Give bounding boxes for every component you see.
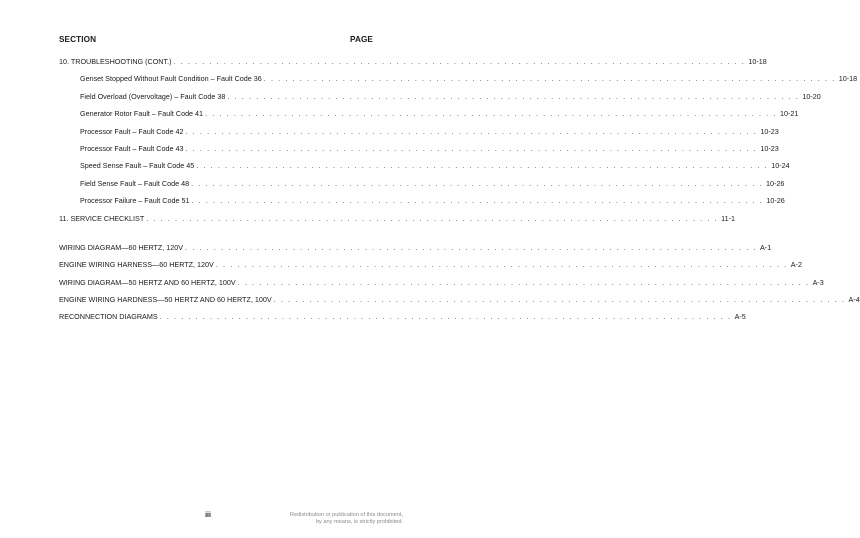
page-number: iii (205, 512, 211, 519)
toc-entry-title: WIRING DIAGRAM—50 HERTZ AND 60 HERTZ, 100V (59, 277, 236, 287)
toc-entry-page: A-2 (790, 260, 802, 270)
notice-line-2: by any means, is strictly prohibited. (315, 519, 403, 525)
toc-entry-page: 10-24 (771, 161, 790, 171)
dot-leader: . . . . . . . . . . . . . . . . . . . . . . . . . . . . . . . . . . . . . . . . . . . . . . . . . . . . . . . . . . . . . . . . . . . . . . . . . . . . . . . . (237, 277, 810, 287)
notice-line-1: Redistribution or publication of this document, (289, 512, 403, 518)
toc-entry[interactable] (59, 108, 799, 119)
toc-entry[interactable] (59, 213, 735, 224)
dot-leader: . . . . . . . . . . . . . . . . . . . . . . . . . . . . . . . . . . . . . . . . . . . . . . . . . . . . . . . . . . . . . . . . . . . . . . . . . . . . . . . . (263, 74, 836, 84)
toc-entry-page: 11-1 (721, 213, 735, 223)
toc-entry[interactable] (59, 143, 779, 154)
toc-entry-title: RECONNECTION DIAGRAMS (59, 312, 158, 322)
toc-entry-title: 11. SERVICE CHECKLIST (59, 213, 145, 223)
toc-entry-title: 10. TROUBLESHOOTING (CONT.) (59, 57, 172, 66)
copyright-notice (290, 512, 403, 526)
toc-entry-title: Genset Stopped Without Fault Condition – Fault Code 36 (80, 74, 262, 84)
dot-leader: . . . . . . . . . . . . . . . . . . . . . . . . . . . . . . . . . . . . . . . . . . . . . . . . . . . . . . . . . . . . . . . . . . . . . . . . . . . . . . . . (191, 178, 763, 188)
dot-leader: . . . . . . . . . . . . . . . . . . . . . . . . . . . . . . . . . . . . . . . . . . . . . . . . . . . . . . . . . . . . . . . . . . . . . . . . . . . . . . . . (185, 242, 757, 252)
toc-entry-title: ENGINE WIRING HARDNESS—50 HERTZ AND 60 HERTZ, 100V (59, 295, 272, 305)
page-column-header: PAGE (350, 35, 373, 44)
toc-entry-page: 10-20 (802, 91, 821, 101)
toc-entry[interactable] (59, 277, 824, 288)
group-spacer (59, 230, 363, 242)
toc-entry-page: 10-23 (760, 143, 779, 153)
toc-entry-page: A-5 (734, 312, 746, 322)
toc-entry-page: 10-26 (766, 178, 785, 188)
toc-entry[interactable] (59, 259, 802, 270)
toc-entry[interactable] (59, 126, 779, 137)
toc-entry-title: Generator Rotor Fault – Fault Code 41 (80, 109, 204, 119)
toc-entry-page: 10-21 (779, 109, 799, 119)
dot-leader: . . . . . . . . . . . . . . . . . . . . . . . . . . . . . . . . . . . . . . . . . . . . . . . . . . . . . . . . . . . . . . . . . . . . . . . . . . . . . . . . (173, 57, 746, 66)
toc-entry-title: Speed Sense Fault – Fault Code 45 (80, 161, 195, 171)
toc-entry-page: A-1 (760, 242, 772, 252)
toc-entry-title: Processor Fault – Fault Code 42 (80, 126, 184, 136)
dot-leader: . . . . . . . . . . . . . . . . . . . . . . . . . . . . . . . . . . . . . . . . . . . . . . . . . . . . . . . . . . . . . . . . . . . . . . . . . . . . . . . . (227, 91, 800, 101)
dot-leader: . . . . . . . . . . . . . . . . . . . . . . . . . . . . . . . . . . . . . . . . . . . . . . . . . . . . . . . . . . . . . . . . . . . . . . . . . . . . . . . . (273, 295, 846, 305)
toc-entry-title: Field Sense Fault – Fault Code 48 (80, 178, 190, 188)
toc-entry-title: WIRING DIAGRAM—60 HERTZ, 120V (59, 242, 184, 252)
toc-entry-title: Field Overload (Overvoltage) – Fault Code 38 (80, 91, 226, 101)
toc-entry[interactable] (59, 311, 746, 322)
toc-group-troubleshooting (59, 56, 858, 224)
dot-leader: . . . . . . . . . . . . . . . . . . . . . . . . . . . . . . . . . . . . . . . . . . . . . . . . . . . . . . . . . . . . . . . . . . . . . . . . . . . . . . . . (191, 196, 764, 206)
dot-leader: . . . . . . . . . . . . . . . . . . . . . . . . . . . . . . . . . . . . . . . . . . . . . . . . . . . . . . . . . . . . . . . . . . . . . . . . . . . . . . . . (185, 126, 758, 136)
toc-entry[interactable] (59, 160, 790, 171)
toc-entry[interactable] (59, 91, 821, 102)
dot-leader: . . . . . . . . . . . . . . . . . . . . . . . . . . . . . . . . . . . . . . . . . . . . . . . . . . . . . . . . . . . . . . . . . . . . . . . . . . . . . . . . (185, 143, 758, 153)
section-column-header: SECTION (59, 35, 97, 44)
toc-entry-page: 10-18 (838, 74, 858, 84)
dot-leader: . . . . . . . . . . . . . . . . . . . . . . . . . . . . . . . . . . . . . . . . . . . . . . . . . . . . . . . . . . . . . . . . . . . . . . . . . . . . . . . . (146, 213, 719, 223)
table-of-contents (59, 56, 860, 329)
dot-leader: . . . . . . . . . . . . . . . . . . . . . . . . . . . . . . . . . . . . . . . . . . . . . . . . . . . . . . . . . . . . . . . . . . . . . . . . . . . . . . . . (196, 161, 769, 171)
toc-entry[interactable] (59, 195, 785, 206)
toc-entry-title: Processor Failure – Fault Code 51 (80, 196, 190, 206)
dot-leader: . . . . . . . . . . . . . . . . . . . . . . . . . . . . . . . . . . . . . . . . . . . . . . . . . . . . . . . . . . . . . . . . . . . . . . . . . . . . . . . . (205, 109, 777, 119)
dot-leader: . . . . . . . . . . . . . . . . . . . . . . . . . . . . . . . . . . . . . . . . . . . . . . . . . . . . . . . . . . . . . . . . . . . . . . . . . . . . . . . . (215, 260, 788, 270)
toc-entry-page: A-4 (848, 295, 860, 305)
toc-entry-page: 10-26 (766, 196, 785, 206)
toc-entry-page: A-3 (812, 277, 824, 287)
dot-leader: . . . . . . . . . . . . . . . . . . . . . . . . . . . . . . . . . . . . . . . . . . . . . . . . . . . . . . . . . . . . . . . . . . . . . . . . . . . . . . . . (159, 312, 732, 322)
toc-group-diagrams (59, 242, 860, 323)
toc-entry-title: Processor Fault – Fault Code 43 (80, 143, 184, 153)
toc-entry-title: ENGINE WIRING HARNESS—60 HERTZ, 120V (59, 260, 214, 270)
toc-entry-page: 10-23 (760, 126, 779, 136)
toc-entry-page: 10-18 (748, 57, 767, 66)
toc-entry[interactable] (59, 73, 858, 84)
toc-entry[interactable] (59, 294, 860, 305)
toc-entry[interactable] (59, 242, 772, 253)
toc-entry[interactable] (59, 178, 785, 189)
toc-entry[interactable] (59, 56, 767, 67)
